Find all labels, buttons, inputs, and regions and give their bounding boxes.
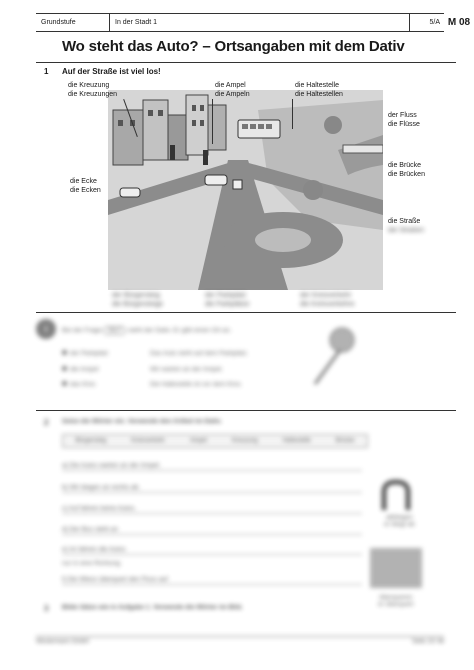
task3-number: 3 [44, 604, 49, 613]
label-buergersteig: der Bürgersteig die Bürgersteige [112, 292, 163, 308]
caption-abbiegen: abbiegen er biegt ab [384, 514, 415, 528]
label-strasse: die Straße die Straßen [388, 218, 425, 234]
header-unit: In der Stadt 1 [110, 14, 410, 31]
info-row-2: die Ampel [62, 366, 99, 373]
sentence-f[interactable]: f) Die Wiesn überquert den Fluss auf [62, 576, 362, 585]
worksheet-badge: M 08 [447, 17, 471, 28]
task2-title: Setze die Wörter ein. Verwende den Artikel im Dativ. [62, 418, 222, 425]
label-haltestelle: die Haltestelle die Haltestellen [295, 82, 343, 98]
info-intro: Bei der Frage Wo? steht der Dativ. Er gibt einen Ort an. [62, 327, 232, 334]
street-scene-illustration [108, 90, 383, 290]
info-row-3-right: Die Haltestelle ist vor dem Kino. [150, 381, 243, 388]
sentence-a[interactable]: a) Die Autos warten an der Ampel. [62, 462, 362, 471]
section-divider-1 [36, 312, 456, 313]
sentence-b[interactable]: b) Wir biegen an rechts ab. [62, 484, 362, 493]
turn-sign-icon [378, 478, 414, 512]
sentence-d[interactable]: d) Der Bus steht an [62, 526, 362, 535]
footer-page: Seite 10/ 48 [411, 639, 444, 645]
info-row-3: das Kino [62, 381, 95, 388]
info-row-1: der Parkplatz [62, 350, 108, 357]
sentence-e-cont: nur in eine Richtung. [62, 560, 122, 567]
label-bruecke: die Brücke die Brücken [388, 162, 425, 178]
page-footer [36, 636, 444, 646]
info-icon: i [36, 319, 56, 339]
leader-ampel [212, 99, 213, 144]
task1-number: 1 [44, 67, 49, 76]
title-divider [36, 62, 456, 63]
task2-number: 2 [44, 418, 49, 427]
label-kreisverkehr: der Kreisverkehr die Kreisverkehre [300, 292, 355, 308]
page-title: Wo steht das Auto? – Ortsangaben mit dem Dativ [62, 38, 405, 55]
label-parkplatz: der Parkplatz die Parkplätze [205, 292, 250, 308]
footer-publisher: Westermann GmbH [36, 639, 89, 645]
caption-ueberqueren: überqueren er überquert [378, 594, 414, 608]
page-header [36, 13, 444, 32]
header-level: Grundstufe [36, 14, 110, 31]
label-ecke: die Ecke die Ecken [70, 178, 101, 194]
word-box: Bürgersteig Kreisverkehr Ampel Kreuzung Haltestelle Brücke [62, 434, 368, 448]
sentence-e[interactable]: e) Im fahren die Autos [62, 546, 362, 555]
info-row-2-right: Wir warten an der Ampel. [150, 366, 223, 373]
section-divider-2 [36, 410, 456, 411]
label-fluss: der Fluss die Flüsse [388, 112, 420, 128]
sentence-c[interactable]: c) Auf fahren keine Autos. [62, 505, 362, 514]
header-code: 5/A [429, 19, 440, 26]
label-ampel: die Ampel die Ampeln [215, 82, 250, 98]
leader-haltestelle [292, 99, 293, 129]
info-row-1-right: Das Auto steht auf dem Parkplatz. [150, 350, 249, 357]
task1-title: Auf der Straße ist viel los! [62, 67, 161, 76]
pin-sign-illustration [300, 322, 360, 392]
task3-title: Bilde Sätze wie in Aufgabe 1. Verwende die Wörter im Bild. [62, 604, 243, 611]
label-kreuzung: die Kreuzung die Kreuzungen [68, 82, 118, 98]
bridge-photo [370, 548, 422, 588]
